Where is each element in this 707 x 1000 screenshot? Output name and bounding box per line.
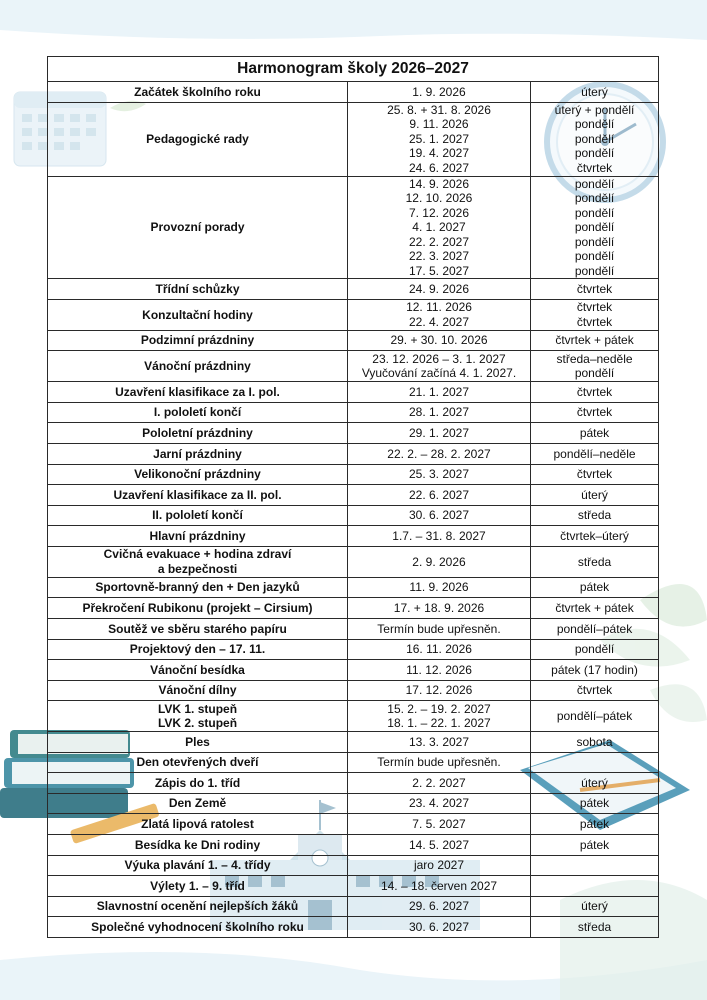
event-name-cell [48,618,348,639]
event-name-cell [48,82,348,103]
event-date-cell [348,299,531,330]
event-date-cell-line: 17. + 18. 9. 2026 [393,600,485,615]
event-day-cell-line: úterý [581,84,608,99]
event-day-cell [531,701,659,732]
event-day-cell [531,917,659,938]
event-day-cell [531,732,659,753]
table-row [48,464,659,485]
event-day-cell-line: středa [577,920,612,935]
event-name-cell [48,464,348,485]
event-name-cell-line: Uzavření klasifikace za I. pol. [115,384,280,399]
event-day-cell [531,176,659,279]
event-date-cell-line: 9. 11. 2026 [409,117,469,132]
event-date-cell-line: 1.7. – 31. 8. 2027 [392,528,486,543]
event-day-cell-line: pondělí [574,191,615,206]
event-name-cell [48,485,348,506]
event-name-cell [48,546,348,577]
event-date-cell [348,485,531,506]
event-name-cell-line: LVK 2. stupeň [157,716,238,731]
event-day-cell-line: pondělí [574,177,615,192]
event-day-cell-line: středa [577,554,612,569]
event-date-cell [348,835,531,856]
event-name-cell-line: Konzultační hodiny [142,307,253,322]
event-name-cell [48,660,348,681]
event-day-cell-line: čtvrtek [576,314,613,329]
table-row [48,176,659,279]
event-day-cell [531,876,659,897]
table-row [48,876,659,897]
table-row [48,102,659,176]
event-date-cell-line: 24. 6. 2027 [408,160,470,175]
event-name-cell-line: Uzavření klasifikace za II. pol. [113,487,282,502]
event-day-cell-line: pondělí [574,117,615,132]
event-date-cell-line: 25. 1. 2027 [408,131,470,146]
event-day-cell-line: pátek [579,425,610,440]
event-date-cell-line: 22. 2. – 28. 2. 2027 [387,446,491,461]
event-day-cell-line: úterý [581,899,608,914]
event-day-cell [531,773,659,794]
event-date-cell [348,752,531,773]
event-date-cell-line: 16. 11. 2026 [406,642,472,657]
event-name-cell-line: Výuka plavání 1. – 4. třídy [124,858,271,873]
event-date-cell [348,423,531,444]
event-day-cell [531,505,659,526]
event-date-cell-line: 29. 6. 2027 [408,899,470,914]
event-day-cell [531,752,659,773]
event-day-cell-line: pondělí [574,234,615,249]
event-date-cell-line: jaro 2027 [413,858,465,873]
table-row [48,598,659,619]
event-day-cell-line: pondělí [574,249,615,264]
event-date-cell [348,618,531,639]
event-day-cell [531,546,659,577]
event-name-cell-line: LVK 1. stupeň [157,701,238,716]
event-name-cell-line: Den Země [168,796,227,811]
event-day-cell [531,680,659,701]
event-date-cell-line: Termín bude upřesněn. [377,755,501,770]
event-date-cell-line: 25. 8. + 31. 8. 2026 [387,103,491,118]
event-day-cell [531,896,659,917]
event-date-cell-line: 11. 9. 2026 [409,580,469,595]
event-day-cell-line: pátek (17 hodin) [551,662,638,677]
event-name-cell [48,351,348,382]
event-day-cell [531,351,659,382]
event-name-cell-line: II. pololetí končí [152,508,243,523]
event-day-cell-line: pondělí [574,642,615,657]
event-day-cell-line: pondělí [574,366,615,381]
event-name-cell [48,793,348,814]
event-date-cell [348,279,531,300]
event-name-cell [48,896,348,917]
event-name-cell [48,526,348,547]
event-name-cell [48,577,348,598]
event-name-cell-line: a bezpečnosti [157,561,238,576]
event-day-cell-line: čtvrtek [576,683,613,698]
event-date-cell-line: 23. 12. 2026 – 3. 1. 2027 [372,351,506,366]
event-name-cell-line: Společné vyhodnocení školního roku [91,920,304,935]
event-name-cell-line: Soutěž ve sběru starého papíru [108,621,287,636]
event-name-cell-line: I. pololetí končí [153,405,242,420]
table-row [48,896,659,917]
table-row [48,577,659,598]
event-day-cell-line: středa [577,508,612,523]
event-name-cell [48,176,348,279]
event-date-cell-line: 1. 9. 2026 [412,84,466,99]
event-day-cell [531,330,659,351]
event-day-cell [531,443,659,464]
event-date-cell [348,598,531,619]
event-name-cell [48,299,348,330]
event-name-cell-line: Den otevřených dveří [136,755,259,770]
event-day-cell-line: úterý [581,775,608,790]
event-date-cell-line: 22. 6. 2027 [408,487,470,502]
event-date-cell-line: 18. 1. – 22. 1. 2027 [387,716,491,731]
table-row [48,793,659,814]
event-day-cell [531,793,659,814]
event-name-cell-line: Vánoční prázdniny [144,359,251,374]
page-title: Harmonogram školy 2026–2027 [48,57,659,82]
event-date-cell-line: 30. 6. 2027 [408,508,470,523]
event-date-cell-line: 14. 5. 2027 [408,837,470,852]
event-date-cell-line: Termín bude upřesněn. [377,621,501,636]
event-date-cell-line: 2. 9. 2026 [412,554,466,569]
event-name-cell [48,423,348,444]
event-date-cell [348,876,531,897]
event-day-cell-line: čtvrtek + pátek [555,333,634,348]
event-day-cell [531,402,659,423]
event-date-cell [348,464,531,485]
event-name-cell-line: Vánoční besídka [150,662,245,677]
event-date-cell [348,814,531,835]
table-row [48,82,659,103]
event-date-cell-line: 14. 9. 2026 [408,177,470,192]
event-day-cell-line: čtvrtek–úterý [560,528,629,543]
event-name-cell-line: Velikonoční prázdniny [134,467,261,482]
event-date-cell-line: 11. 12. 2026 [406,662,472,677]
event-date-cell [348,896,531,917]
event-name-cell-line: Pedagogické rady [146,131,249,146]
table-row [48,546,659,577]
event-day-cell [531,618,659,639]
event-day-cell [531,464,659,485]
table-title-row [48,57,659,82]
event-date-cell [348,176,531,279]
event-day-cell-line: pondělí–neděle [553,446,636,461]
schedule-rows [48,82,659,938]
table-row [48,351,659,382]
table-row [48,423,659,444]
event-date-cell [348,526,531,547]
event-date-cell [348,917,531,938]
event-day-cell [531,598,659,619]
event-name-cell-line: Hlavní prázdniny [149,528,246,543]
event-date-cell-line: 22. 2. 2027 [408,234,470,249]
event-name-cell-line: Pololetní prázdniny [142,425,253,440]
event-name-cell-line: Zápis do 1. tříd [154,775,241,790]
event-date-cell-line: 19. 4. 2027 [408,146,470,161]
event-day-cell-line: čtvrtek [576,300,613,315]
event-day-cell-line: úterý [581,487,608,502]
event-date-cell-line: Vyučování začíná 4. 1. 2027. [361,366,517,381]
event-date-cell [348,577,531,598]
table-row [48,618,659,639]
event-day-cell [531,382,659,403]
table-row [48,814,659,835]
event-date-cell-line: 21. 1. 2027 [408,384,470,399]
table-row [48,330,659,351]
event-date-cell-line: 14. – 18. červen 2027 [380,878,498,893]
table-row [48,382,659,403]
event-date-cell-line: 13. 3. 2027 [408,734,470,749]
event-day-cell-line: pondělí [574,205,615,220]
event-day-cell-line: sobota [576,734,613,749]
event-name-cell-line: Třídní schůzky [155,281,240,296]
event-name-cell [48,330,348,351]
table-row [48,443,659,464]
event-name-cell [48,639,348,660]
event-name-cell [48,917,348,938]
event-date-cell-line: 7. 12. 2026 [408,205,470,220]
event-day-cell [531,835,659,856]
event-name-cell [48,773,348,794]
table-row [48,701,659,732]
event-name-cell-line: Cvičná evakuace + hodina zdraví [103,547,292,562]
table-row [48,279,659,300]
event-day-cell [531,423,659,444]
event-name-cell-line: Projektový den – 17. 11. [129,642,266,657]
event-day-cell [531,814,659,835]
table-row [48,505,659,526]
event-name-cell [48,732,348,753]
event-date-cell-line: 2. 2. 2027 [412,775,466,790]
event-day-cell-line: středa–neděle [556,351,633,366]
event-name-cell-line: Podzimní prázdniny [140,333,255,348]
event-date-cell-line: 28. 1. 2027 [408,405,470,420]
event-day-cell [531,279,659,300]
event-day-cell-line: pátek [579,580,610,595]
schedule-table [47,56,659,938]
table-row [48,639,659,660]
event-day-cell [531,660,659,681]
event-name-cell [48,701,348,732]
event-name-cell [48,855,348,876]
event-name-cell [48,505,348,526]
event-name-cell [48,598,348,619]
event-date-cell-line: 22. 3. 2027 [408,249,470,264]
event-date-cell [348,793,531,814]
table-row [48,732,659,753]
event-date-cell [348,402,531,423]
event-day-cell [531,82,659,103]
event-date-cell-line: 22. 4. 2027 [408,314,470,329]
event-name-cell-line: Začátek školního roku [134,84,261,99]
event-name-cell [48,279,348,300]
event-day-cell [531,526,659,547]
event-name-cell [48,443,348,464]
event-date-cell-line: 29. 1. 2027 [408,425,470,440]
event-date-cell-line: 25. 3. 2027 [408,467,470,482]
event-date-cell-line: 7. 5. 2027 [412,817,466,832]
event-date-cell [348,443,531,464]
event-date-cell [348,680,531,701]
event-date-cell-line: 17. 5. 2027 [408,263,470,278]
event-day-cell-line: pondělí [574,263,615,278]
event-day-cell [531,299,659,330]
event-name-cell-line: Sportovně-branný den + Den jazyků [95,580,300,595]
event-day-cell [531,577,659,598]
event-name-cell [48,752,348,773]
event-name-cell [48,814,348,835]
event-day-cell-line: pondělí–pátek [556,621,633,636]
table-row [48,917,659,938]
event-day-cell-line: pondělí [574,146,615,161]
event-name-cell [48,402,348,423]
table-row [48,299,659,330]
event-name-cell-line: Vánoční dílny [158,683,237,698]
event-day-cell-line: čtvrtek [576,467,613,482]
event-name-cell-line: Překročení Rubikonu (projekt – Cirsium) [82,600,313,615]
event-day-cell-line: čtvrtek [576,160,613,175]
table-row [48,526,659,547]
table-row [48,660,659,681]
event-date-cell-line: 15. 2. – 19. 2. 2027 [387,701,491,716]
event-date-cell [348,382,531,403]
table-row [48,773,659,794]
event-name-cell-line: Výlety 1. – 9. tříd [150,878,245,893]
event-name-cell [48,382,348,403]
event-date-cell-line: 4. 1. 2027 [412,220,466,235]
event-day-cell-line: pondělí [574,131,615,146]
event-name-cell [48,680,348,701]
event-name-cell-line: Besídka ke Dni rodiny [134,837,261,852]
event-day-cell-line: pátek [579,796,610,811]
event-day-cell-line: čtvrtek [576,281,613,296]
table-row [48,680,659,701]
event-date-cell [348,732,531,753]
table-row [48,855,659,876]
event-day-cell [531,639,659,660]
table-row [48,402,659,423]
event-date-cell-line: 12. 11. 2026 [406,300,472,315]
event-name-cell [48,876,348,897]
event-name-cell [48,102,348,176]
event-date-cell [348,351,531,382]
event-date-cell [348,639,531,660]
event-name-cell-line: Ples [185,734,210,749]
event-date-cell [348,660,531,681]
event-day-cell-line: úterý + pondělí [554,103,635,118]
event-date-cell [348,82,531,103]
event-date-cell [348,855,531,876]
table-row [48,752,659,773]
table-row [48,485,659,506]
event-date-cell-line: 30. 6. 2027 [408,920,470,935]
event-date-cell-line: 23. 4. 2027 [408,796,470,811]
event-date-cell [348,773,531,794]
event-date-cell [348,102,531,176]
event-date-cell [348,546,531,577]
event-day-cell-line: pondělí–pátek [556,708,633,723]
event-day-cell [531,485,659,506]
event-day-cell-line: pondělí [574,220,615,235]
event-date-cell [348,505,531,526]
event-day-cell-line: pátek [579,817,610,832]
event-date-cell-line: 24. 9. 2026 [408,281,470,296]
event-day-cell [531,855,659,876]
event-date-cell-line: 12. 10. 2026 [405,191,473,206]
event-day-cell-line: čtvrtek [576,405,613,420]
event-date-cell-line: 17. 12. 2026 [405,683,473,698]
event-day-cell-line: čtvrtek + pátek [555,600,634,615]
event-name-cell [48,835,348,856]
event-date-cell [348,330,531,351]
table-row [48,835,659,856]
event-day-cell [531,102,659,176]
event-date-cell-line: 29. + 30. 10. 2026 [390,333,488,348]
event-name-cell-line: Zlatá lipová ratolest [141,817,254,832]
event-name-cell-line: Provozní porady [150,220,245,235]
event-day-cell-line: pátek [579,837,610,852]
event-day-cell-line: čtvrtek [576,384,613,399]
event-date-cell [348,701,531,732]
event-name-cell-line: Slavnostní ocenění nejlepších žáků [96,899,299,914]
event-name-cell-line: Jarní prázdniny [153,446,242,461]
